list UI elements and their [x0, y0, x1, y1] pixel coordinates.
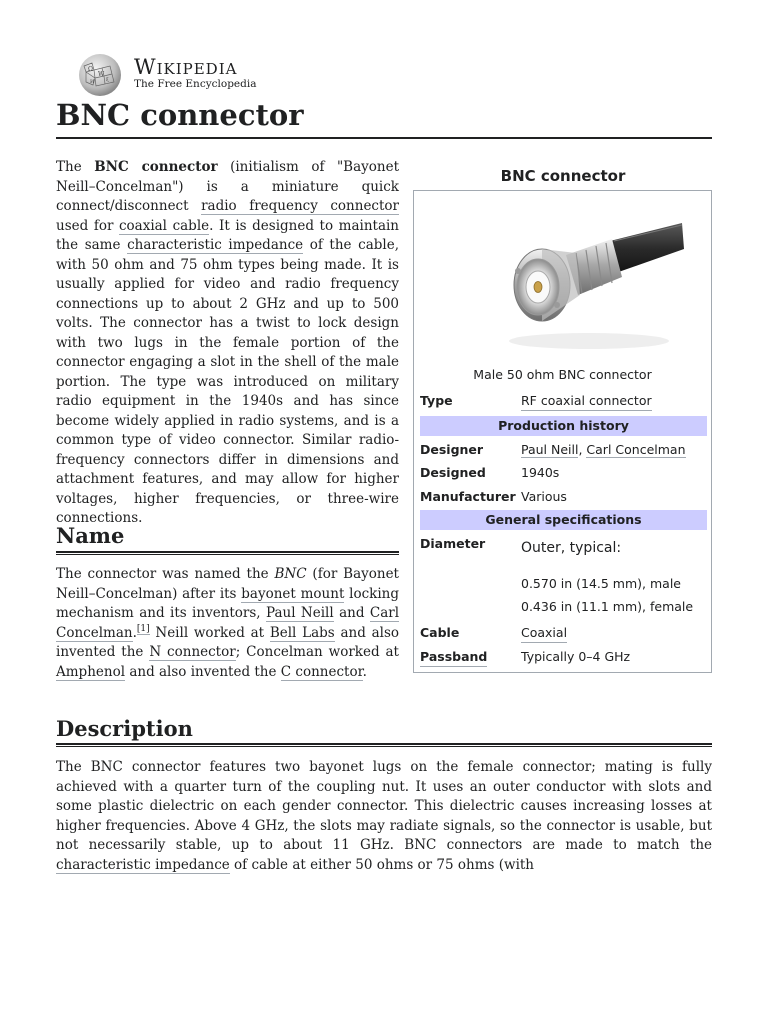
name-text: and — [333, 605, 370, 621]
infobox-row-diameter — [420, 535, 707, 615]
infobox-row-type — [420, 392, 707, 410]
infobox-row-passband — [420, 648, 707, 666]
section-heading-description: Description — [56, 716, 193, 741]
wikipedia-wordmark[interactable] — [134, 56, 256, 90]
diameter-female: 0.436 in (11.1 mm), female — [521, 599, 694, 614]
link-n-connector[interactable]: N connector — [149, 644, 236, 660]
svg-text:W: W — [98, 71, 105, 78]
diameter-male: 0.570 in (14.5 mm), male — [521, 576, 681, 591]
designer-separator: , — [578, 442, 587, 457]
image-caption: Male 50 ohm BNC connector — [473, 367, 652, 382]
designed-value: 1940s — [521, 465, 560, 480]
section-divider — [56, 743, 712, 747]
name-text: ; Concelman worked at — [235, 644, 399, 660]
name-text: Neill worked at — [149, 624, 270, 641]
manufacturer-value: Various — [521, 489, 567, 504]
description-paragraph — [56, 758, 712, 875]
link-passband[interactable]: Passband — [420, 648, 487, 667]
intro-paragraph — [56, 158, 399, 529]
intro-text: of the cable, with 50 ohm and 75 ohm types being made. It is usually applied for video and radio frequency connections up to about 2 GHz and up to 500 volts. The connector has a twist to lock design with two lugs in the female portion of the connector engaging a slot in the shell of the male portion. The type was introduced on military radio equipment in the 1940s and has since become widely applied in radio systems, and is a common type of video connector. Similar radio-frequency connectors differ in dimensions and attachment features, and may allow for higher voltages, higher frequencies, or three-wire connections. — [56, 237, 399, 526]
link-carl-concelman[interactable]: Carl Concelman — [586, 442, 686, 457]
infobox-title: BNC connector — [500, 167, 626, 185]
designer-value — [521, 441, 686, 459]
name-text: The connector was named the — [56, 566, 275, 582]
wordmark-text: Wikipedia — [134, 55, 238, 79]
infobox-row-cable — [420, 624, 707, 642]
description-text: of cable at either 50 ohms or 75 ohms (with — [229, 856, 535, 873]
intro-text: used for — [56, 217, 119, 234]
designed-label: Designed — [420, 465, 486, 480]
link-amphenol[interactable]: Amphenol — [56, 663, 126, 680]
name-text: locking mechanism and its inventors, — [56, 585, 400, 621]
intro-text: (initialism of "Bayonet Neill–Concelman") is a miniature quick connect/disconnect — [56, 159, 400, 214]
production-history-header: Production history — [420, 416, 707, 436]
link-rf-coaxial-connector[interactable]: RF coaxial connector — [521, 392, 652, 411]
svg-text:ξ: ξ — [106, 77, 109, 83]
svg-text:Ω: Ω — [88, 66, 93, 73]
link-coaxial-cable[interactable]: coaxial cable — [118, 217, 210, 234]
link-bell-labs[interactable]: Bell Labs — [269, 624, 335, 641]
link-characteristic-impedance[interactable]: characteristic impedance — [56, 856, 230, 873]
intro-bold-term: BNC connector — [94, 159, 218, 175]
intro-text: . It is designed to maintain the same — [56, 217, 400, 253]
name-paragraph — [56, 565, 399, 682]
name-text: and also invented the — [125, 663, 281, 680]
type-label: Type — [420, 393, 453, 408]
link-coaxial[interactable]: Coaxial — [521, 624, 567, 643]
description-text: The BNC connector features two bayonet lugs on the female connector; mating is fully achieved with a quarter turn of the coupling nut. It uses an outer conductor with slots and some plastic dielectric on each gender connector. This dielectric causes increasing losses at higher frequencies. Above 4 GHz, the slots may radiate signals, so the connector is usable, but not necessarily stable, up to about 11 GHz. BNC connectors are made to match the — [56, 759, 712, 853]
name-text: and also invented the — [56, 624, 400, 660]
intro-text: The — [56, 159, 95, 175]
link-characteristic-impedance[interactable]: characteristic impedance — [127, 237, 304, 253]
name-text: (for Bayonet Neill–Concelman) after its — [56, 566, 399, 602]
link-carl-concelman[interactable]: Carl Concelman — [56, 605, 400, 641]
reference-link[interactable]: [1] — [136, 624, 150, 634]
general-specifications-header: General specifications — [420, 510, 707, 530]
link-paul-neill[interactable]: Paul Neill — [266, 605, 334, 621]
wordmark-tagline: The Free Encyclopedia — [134, 78, 257, 90]
name-italic-term: BNC — [274, 566, 307, 582]
passband-value: Typically 0–4 GHz — [521, 649, 631, 664]
svg-text:И: И — [90, 79, 95, 85]
name-text: . — [362, 663, 367, 680]
link-bayonet-mount[interactable]: bayonet mount — [241, 585, 345, 602]
link-c-connector[interactable]: C connector — [280, 663, 363, 680]
diameter-intro: Outer, typical: — [521, 540, 622, 556]
diameter-label: Diameter — [420, 536, 486, 551]
connector-photo[interactable] — [494, 195, 684, 361]
infobox-row-designer — [420, 441, 707, 459]
title-divider — [56, 137, 712, 139]
infobox-row-designed — [420, 464, 707, 482]
section-divider — [56, 551, 399, 555]
designer-label: Designer — [420, 442, 484, 457]
infobox-row-manufacturer — [420, 488, 707, 506]
wikipedia-globe-icon[interactable] — [74, 52, 128, 98]
infobox — [413, 190, 712, 673]
section-heading-name: Name — [56, 523, 125, 548]
cable-label: Cable — [420, 625, 460, 640]
manufacturer-label: Manufacturer — [420, 489, 516, 504]
name-text: . — [132, 624, 137, 641]
link-paul-neill[interactable]: Paul Neill — [521, 442, 579, 457]
page-title: BNC connector — [56, 98, 304, 132]
link-radio-frequency-connector[interactable]: radio frequency connector — [201, 198, 399, 214]
